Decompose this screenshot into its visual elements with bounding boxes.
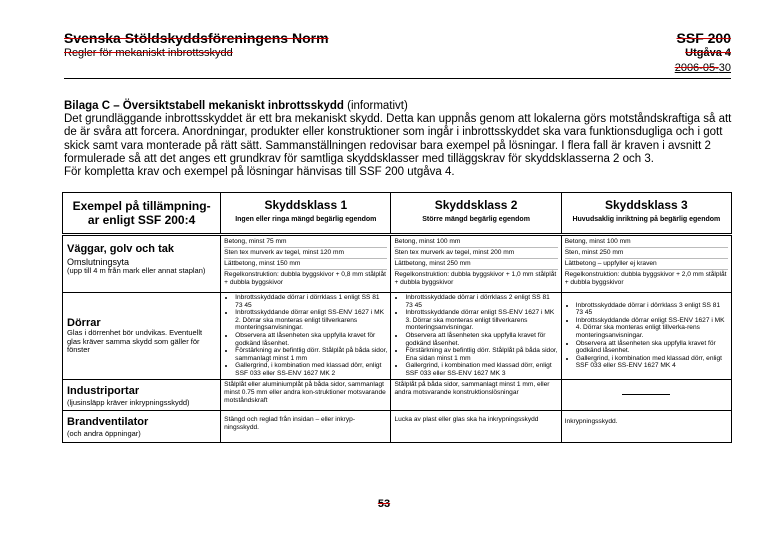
table-row-fire xyxy=(63,411,732,443)
document-subtitle: Regler för mekaniskt inbrottsskydd xyxy=(64,47,233,59)
walls-k2-line: Lättbetong, minst 250 mm xyxy=(394,259,557,270)
walls-k2-line: Regelkonstruktion: dubbla byggskivor + 1,0 mm stålplåt + dubbla byggskivor xyxy=(394,271,557,286)
industry-k2: Stålplåt på båda sidor, sammanlagt minst 1 mm, eller andra motsvarande konstruktionslösningar xyxy=(391,379,561,411)
empty-dash xyxy=(622,394,670,395)
list-item: • Förstärkning av befintlig dörr. Stålplåt på båda sidor, sammanlagt minst 1 mm xyxy=(235,347,387,362)
date xyxy=(675,62,731,74)
header-rule xyxy=(64,78,731,79)
walls-k3-line: Regelkonstruktion: dubbla byggskivor + 2,0 mm stålplåt + dubbla byggskivor xyxy=(564,271,727,286)
list-item: • Gallergrind, i kombination med klassad dörr, enligt SSF 033 eller SS-ENV 1627 MK 2 xyxy=(235,362,387,377)
walls-k3-line: Sten, minst 250 mm xyxy=(565,248,728,259)
industry-k1: Stålplåt eller aluminiumplåt på båda sidor, sammanlagt minst 0.75 mm eller andra kon-struktioner motsvarande motståndskraft xyxy=(221,379,391,411)
list-item: • Observera att låsenheten ska uppfylla kravet för godkänd låsenhet. xyxy=(576,340,728,355)
list-item: • Inbrottsskyddande dörrar enligt SS-ENV 1627 i MK 3. Dörrar ska monteras enligt tillverkarens monteringsanvisningar. xyxy=(405,309,557,332)
col-subheader-class-3: Huvudsaklig inriktning på begärlig egendom xyxy=(572,216,721,223)
fire-k1: Stängd och reglad från insidan – eller inkryp-ningsskydd. xyxy=(221,411,391,443)
walls-k1-line: Sten tex murverk av tegel, minst 120 mm xyxy=(224,248,387,259)
row-title-walls: Väggar, golv och tak xyxy=(67,243,174,255)
list-item: • Inbrottsskyddade dörrar i dörrklass 3 enligt SS 81 73 45 xyxy=(576,302,728,317)
walls-k2-line: Betong, minst 100 mm xyxy=(394,237,557,248)
col-header-class-2: Skyddsklass 2 xyxy=(434,198,518,212)
row-note-fire: (och andra öppningar) xyxy=(67,429,141,439)
list-item: • Inbrottsskyddande dörrar enligt SS-ENV 1627 i MK 2. Dörrar ska monteras enligt tillverkarens monteringsanvisningar. xyxy=(235,309,387,332)
fire-k3: Inkrypningsskydd. xyxy=(561,411,731,443)
row-title-doors: Dörrar xyxy=(67,317,101,330)
intro-paragraph: Det grundläggande inbrottsskyddet är ett bra mekaniskt skydd. Detta kan uppnås genom att lokalerna görs motståndskraftiga så att de är svåra att forcera. Anordningar, produkter eller konstruktioner som ingår i inbrottsskyddet ska vara funktionsdugliga och i gott skick samt vara monterade på rätt sätt. Sammanställningen redovisar bara exempel på lösningar. I flera fall är kraven i avsnitt 2 formulerade så att det anges ett grundkrav för samtliga skyddsklasser med tilläggskrav för skyddsklasserna 2 och 3. xyxy=(64,113,732,165)
row-title-industry: Industriportar xyxy=(67,384,140,397)
standard-id: SSF 200 xyxy=(676,30,731,46)
table-header-row xyxy=(63,193,732,235)
walls-k1-line: Lättbetong, minst 150 mm xyxy=(224,259,387,270)
organization-name: Svenska Stöldskyddsföreningens Norm xyxy=(64,30,329,46)
row-sub-walls: Omslutningsyta xyxy=(67,257,130,267)
walls-k1-line: Betong, minst 75 mm xyxy=(224,237,387,248)
doors-k1-list xyxy=(224,294,387,378)
intro-section xyxy=(64,100,744,179)
col-header-class-1: Skyddsklass 1 xyxy=(264,198,348,212)
list-item: • Gallergrind, i kombination med klassad dörr, enligt SSF 033 eller SS-ENV 1627 MK 4 xyxy=(576,355,728,370)
walls-k3-line: Lättbetong – uppfyller ej kraven xyxy=(565,259,728,270)
date-day: 30 xyxy=(718,62,731,74)
table-row-industry xyxy=(63,379,732,411)
table-row-walls xyxy=(63,235,732,293)
list-item: • Observera att låsenheten ska uppfylla kravet för godkänd låsenhet. xyxy=(405,332,557,347)
table-row-doors xyxy=(63,293,732,380)
doors-k3-list xyxy=(565,302,728,370)
document-meta xyxy=(675,30,731,74)
document-header xyxy=(64,30,329,59)
list-item: • Förstärkning av befintlig dörr. Stålplåt på båda sidor, Ena sidan minst 1 mm xyxy=(405,347,557,362)
page-number: 53 xyxy=(377,498,391,510)
list-item: • Inbrottsskyddade dörrar i dörrklass 2 enligt SS 81 73 45 xyxy=(405,294,557,309)
col-header-examples: Exempel på tillämpning-ar enligt SSF 200:4 xyxy=(72,199,211,227)
fire-k2: Lucka av plast eller glas ska ha inkrypningsskydd xyxy=(391,411,561,443)
edition: Utgåva 4 xyxy=(685,47,731,59)
section-title-note: (informativt) xyxy=(343,100,408,112)
list-item: • Observera att låsenheten ska uppfylla kravet för godkänd låsenhet. xyxy=(235,332,387,347)
list-item: • Inbrottsskyddade dörrar i dörrklass 1 enligt SS 81 73 45 xyxy=(235,294,387,309)
walls-k2-line: Sten tex murverk av tegel, minst 200 mm xyxy=(394,248,557,259)
col-subheader-class-1: Ingen eller ringa mängd begärlig egendom xyxy=(235,216,377,223)
date-prefix: 2006-05- xyxy=(674,62,719,74)
row-note-doors: Glas i dörrenhet bör undvikas. Eventuellt glas kräver samma skydd som gäller för fönster xyxy=(67,328,203,355)
walls-k3-line: Betong, minst 100 mm xyxy=(565,237,728,248)
list-item: • Gallergrind, i kombination med klassad dörr, enligt SSF 033 eller SS-ENV 1627 MK 3 xyxy=(405,362,557,377)
row-note-walls: (upp till 4 m från mark eller annat staplan) xyxy=(67,266,206,275)
list-item: • Inbrottsskyddande dörrar enligt SS-ENV 1627 i MK 4. Dörrar ska monteras enligt tillverka-rens monteringsanvisningar. xyxy=(576,317,728,340)
overview-table xyxy=(62,192,732,443)
section-title: Bilaga C – Översiktstabell mekaniskt inbrottsskydd xyxy=(64,100,344,112)
row-title-fire: Brandventilator xyxy=(67,416,149,429)
intro-paragraph-2: För kompletta krav och exempel på lösningar hänvisas till SSF 200 utgåva 4. xyxy=(64,166,455,179)
row-note-industry: (ljusinsläpp kräver inkrypningsskydd) xyxy=(67,397,190,407)
walls-k1-line: Regelkonstruktion: dubbla byggskivor + 0,8 mm stålplåt + dubbla byggskivor xyxy=(224,271,386,286)
doors-k2-list xyxy=(394,294,557,378)
col-subheader-class-2: Större mängd begärlig egendom xyxy=(422,216,530,223)
col-header-class-3: Skyddsklass 3 xyxy=(604,198,688,212)
